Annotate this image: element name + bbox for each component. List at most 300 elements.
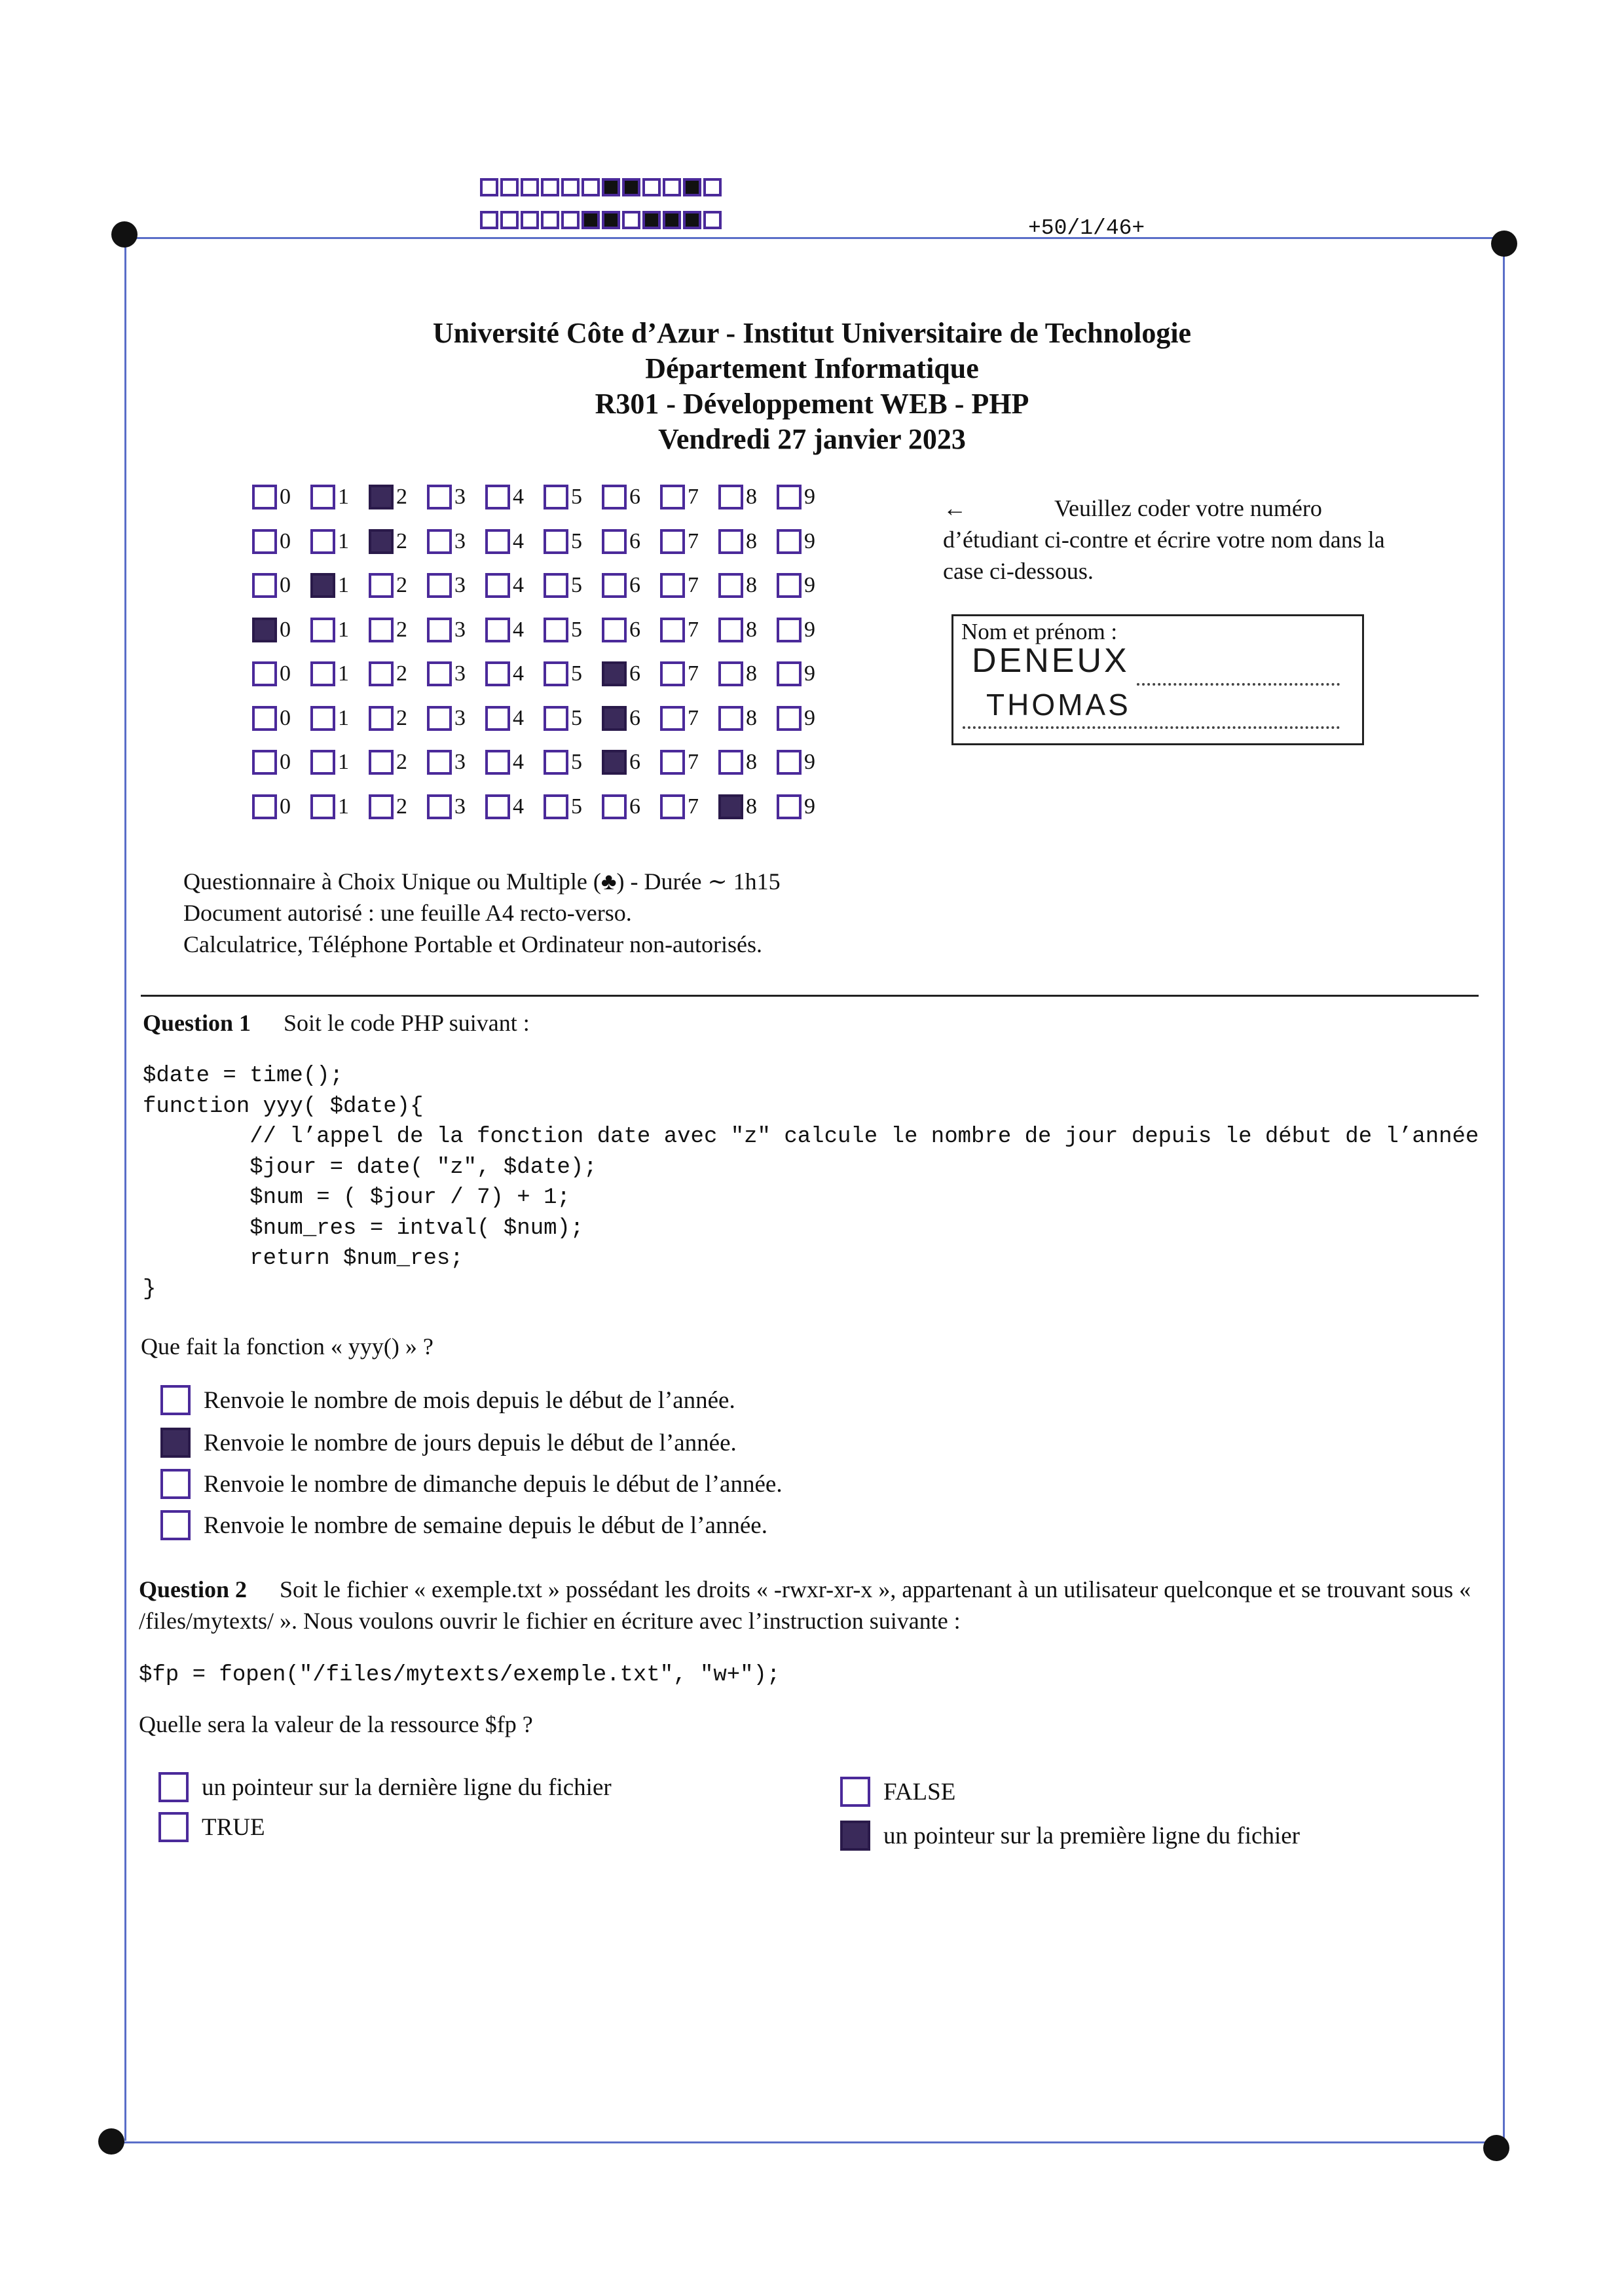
student-id-digit-label: 0 [280,573,291,597]
student-id-digit-option[interactable] [485,750,544,775]
q1-answer-4-text: Renvoie le nombre de semaine depuis le début de l’année. [204,1511,767,1539]
frame-top [124,237,1506,239]
handwritten-first-name: THOMAS [986,688,1131,722]
student-id-digit-label: 2 [396,705,407,730]
student-id-digit-label: 6 [629,750,640,774]
barcode-bottom-cell [683,211,701,229]
student-id-digit-option[interactable] [602,750,660,775]
student-id-checkbox[interactable] [369,573,394,598]
student-id-checkbox[interactable] [602,750,627,775]
student-id-digit-label: 9 [804,661,815,686]
student-id-digit-option[interactable] [252,485,310,509]
student-id-digit-label: 3 [454,794,466,819]
student-id-checkbox[interactable] [485,573,510,598]
q2-label: Question 2 [139,1576,248,1602]
id-instructions [943,492,1388,587]
student-id-digit-label: 0 [280,485,291,509]
student-id-digit-option[interactable] [427,706,485,731]
student-id-digit-option[interactable] [310,485,369,509]
exam-info [183,866,781,960]
student-id-checkbox[interactable] [310,529,335,554]
student-id-digit-option[interactable] [252,661,310,686]
student-id-checkbox[interactable] [602,661,627,686]
student-id-checkbox[interactable] [369,485,394,509]
student-id-checkbox[interactable] [660,618,685,642]
student-id-digit-option[interactable] [718,706,777,731]
student-id-checkbox[interactable] [544,750,568,775]
student-id-digit-label: 2 [396,794,407,819]
barcode-top-cell [602,178,620,196]
student-id-checkbox[interactable] [369,661,394,686]
student-id-checkbox[interactable] [544,706,568,731]
student-id-checkbox[interactable] [777,573,802,598]
student-id-digit-option[interactable] [660,661,718,686]
q2-answer-4[interactable] [840,1821,1300,1851]
student-id-digit-label: 5 [571,661,582,686]
q2-question: Quelle sera la valeur de la ressource $fp ? [139,1711,533,1737]
student-id-digit-option[interactable] [485,573,544,598]
barcode-bottom [480,211,724,229]
student-id-digit-option[interactable] [544,529,602,554]
student-id-checkbox[interactable] [369,706,394,731]
student-id-digit-label: 9 [804,485,815,509]
q2-answer-1-checkbox[interactable] [158,1772,189,1802]
student-id-checkbox[interactable] [252,750,277,775]
barcode-top-cell [500,178,519,196]
exam-info-devices: Calculatrice, Téléphone Portable et Ordinateur non-autorisés. [183,931,763,957]
barcode-bottom-cell [480,211,498,229]
student-id-digit-option[interactable] [544,706,602,731]
q1-answer-4[interactable] [160,1510,767,1540]
student-id-digit-label: 1 [338,661,349,686]
student-id-digit-label: 2 [396,661,407,686]
student-id-checkbox[interactable] [427,750,452,775]
student-id-checkbox[interactable] [602,485,627,509]
student-id-digit-option[interactable] [544,661,602,686]
student-id-digit-label: 3 [454,661,466,686]
student-id-digit-label: 5 [571,794,582,819]
barcode-top-cell [541,178,559,196]
student-id-digit-option[interactable] [369,618,427,642]
registration-mark-bottom-right [1483,2135,1509,2161]
student-id-digit-label: 2 [396,528,407,553]
student-id-digit-label: 3 [454,750,466,774]
student-id-checkbox[interactable] [544,485,568,509]
student-id-checkbox[interactable] [660,794,685,819]
student-id-digit-option[interactable] [660,794,718,819]
student-id-digit-label: 9 [804,794,815,819]
student-id-checkbox[interactable] [602,573,627,598]
header-department: Département Informatique [645,352,979,384]
student-id-digit-option[interactable] [718,485,777,509]
student-id-checkbox[interactable] [602,618,627,642]
student-id-checkbox[interactable] [427,573,452,598]
student-id-digit-option[interactable] [777,485,835,509]
barcode-bottom-cell [581,211,600,229]
barcode-top-cell [480,178,498,196]
student-id-checkbox[interactable] [427,794,452,819]
student-id-digit-label: 6 [629,528,640,553]
student-id-checkbox[interactable] [310,750,335,775]
q1-answer-3[interactable] [160,1469,783,1499]
student-id-digit-label: 4 [513,573,524,597]
student-id-digit-option[interactable] [310,706,369,731]
student-id-digit-option[interactable] [660,529,718,554]
student-id-digit-label: 6 [629,485,640,509]
student-id-digit-option[interactable] [369,529,427,554]
student-id-checkbox[interactable] [544,618,568,642]
q2-code: $fp = fopen("/files/mytexts/exemple.txt", "w+"); [139,1663,781,1688]
q1-answer-4-checkbox[interactable] [160,1510,191,1540]
student-id-digit-option[interactable] [369,573,427,598]
student-id-digit-label: 9 [804,573,815,597]
student-id-row [252,573,835,618]
q2-answer-2-text: TRUE [202,1813,265,1841]
student-id-digit-label: 4 [513,794,524,819]
student-id-checkbox[interactable] [660,750,685,775]
student-id-digit-label: 2 [396,573,407,597]
student-id-digit-option[interactable] [427,485,485,509]
q1-answer-2[interactable] [160,1428,737,1458]
q1-intro: Soit le code PHP suivant : [284,1010,530,1036]
student-id-digit-option[interactable] [718,750,777,775]
student-id-checkbox[interactable] [427,529,452,554]
student-id-checkbox[interactable] [660,706,685,731]
student-id-checkbox[interactable] [252,706,277,731]
student-id-digit-label: 4 [513,661,524,686]
exam-info-format: Questionnaire à Choix Unique ou Multiple (♣) - Durée ∼ 1h15 [183,868,781,895]
student-id-digit-option[interactable] [252,529,310,554]
student-id-checkbox[interactable] [252,573,277,598]
q1-answer-3-checkbox[interactable] [160,1469,191,1499]
student-id-digit-option[interactable] [660,485,718,509]
student-id-digit-label: 3 [454,617,466,642]
barcode-bottom-cell [642,211,661,229]
student-id-digit-label: 7 [688,528,699,553]
section-divider [141,995,1479,997]
q1-code-block: $date = time(); function yyy( $date){ // l’appel de la fonction date avec "z" calcule le nombre de jour depuis le début de l’année $jour = date( "z", $date); $num = ( $jour / 7) + 1; $num_res = intval( $num); return $num_res; } [143,1064,1479,1302]
student-id-checkbox[interactable] [310,706,335,731]
student-id-digit-option[interactable] [252,750,310,775]
instructions-text: Veuillez coder votre numéro d’étudiant ci-contre et écrire votre nom dans la case ci-dessous. [943,495,1385,584]
student-id-digit-option[interactable] [485,529,544,554]
student-id-checkbox[interactable] [427,706,452,731]
student-id-checkbox[interactable] [310,618,335,642]
student-id-digit-option[interactable] [310,794,369,819]
student-id-digit-option[interactable] [602,529,660,554]
student-id-digit-option[interactable] [427,661,485,686]
student-id-digit-label: 4 [513,485,524,509]
student-id-digit-label: 8 [746,661,757,686]
student-id-digit-option[interactable] [660,573,718,598]
student-id-checkbox[interactable] [718,706,743,731]
student-id-digit-label: 2 [396,485,407,509]
student-id-digit-option[interactable] [485,618,544,642]
student-id-digit-label: 8 [746,573,757,597]
student-id-checkbox[interactable] [485,485,510,509]
barcode-bottom-cell [602,211,620,229]
q1-question: Que fait la fonction « yyy() » ? [141,1333,434,1360]
student-id-checkbox[interactable] [310,485,335,509]
q2-answer-2[interactable] [158,1812,265,1842]
document-header [0,316,1624,457]
student-id-digit-option[interactable] [369,485,427,509]
q1-answer-1-checkbox[interactable] [160,1385,191,1415]
student-id-digit-label: 5 [571,528,582,553]
student-id-digit-label: 7 [688,485,699,509]
student-id-digit-label: 7 [688,661,699,686]
student-id-checkbox[interactable] [660,529,685,554]
q2-heading [139,1574,1481,1637]
student-id-checkbox[interactable] [777,706,802,731]
student-id-digit-option[interactable] [777,794,835,819]
student-id-digit-label: 0 [280,617,291,642]
student-id-grid [252,485,835,838]
student-id-checkbox[interactable] [427,661,452,686]
student-id-checkbox[interactable] [718,573,743,598]
frame-left [124,237,126,2141]
student-id-checkbox[interactable] [777,661,802,686]
student-id-digit-option[interactable] [427,794,485,819]
student-id-digit-label: 1 [338,573,349,597]
student-id-digit-option[interactable] [777,706,835,731]
student-id-digit-option[interactable] [602,706,660,731]
student-id-digit-option[interactable] [602,661,660,686]
student-id-digit-label: 1 [338,485,349,509]
q1-answer-2-checkbox[interactable] [160,1428,191,1458]
q2-answer-4-checkbox[interactable] [840,1821,870,1851]
student-id-digit-label: 6 [629,705,640,730]
student-id-digit-label: 1 [338,528,349,553]
student-id-checkbox[interactable] [485,529,510,554]
student-id-digit-label: 8 [746,705,757,730]
student-id-digit-option[interactable] [660,750,718,775]
student-id-checkbox[interactable] [718,794,743,819]
student-id-digit-option[interactable] [602,485,660,509]
barcode-bottom-cell [561,211,580,229]
student-id-digit-option[interactable] [369,706,427,731]
student-id-digit-option[interactable] [485,485,544,509]
student-id-checkbox[interactable] [544,529,568,554]
student-id-digit-label: 5 [571,705,582,730]
student-id-row [252,618,835,662]
student-id-checkbox[interactable] [544,573,568,598]
student-id-row [252,529,835,574]
student-id-digit-option[interactable] [544,750,602,775]
student-id-digit-option[interactable] [310,750,369,775]
student-id-checkbox[interactable] [485,618,510,642]
left-arrow-icon: ← [943,495,967,521]
student-id-digit-option[interactable] [777,750,835,775]
q2-answer-1-text: un pointeur sur la dernière ligne du fichier [202,1773,612,1801]
student-id-digit-option[interactable] [544,573,602,598]
student-id-digit-option[interactable] [369,794,427,819]
name-dotted-line-2 [963,726,1340,729]
student-id-digit-label: 4 [513,750,524,774]
student-id-checkbox[interactable] [252,661,277,686]
q2-answer-3[interactable] [840,1777,955,1807]
student-id-digit-option[interactable] [485,661,544,686]
student-id-digit-option[interactable] [544,794,602,819]
q2-answer-3-checkbox[interactable] [840,1777,870,1807]
student-id-digit-option[interactable] [777,573,835,598]
student-id-digit-label: 7 [688,573,699,597]
student-id-digit-label: 0 [280,661,291,686]
student-id-checkbox[interactable] [544,794,568,819]
name-box[interactable] [951,614,1364,745]
student-id-digit-option[interactable] [310,661,369,686]
student-id-checkbox[interactable] [427,618,452,642]
student-id-checkbox[interactable] [602,706,627,731]
student-id-digit-option[interactable] [427,750,485,775]
q2-answer-1[interactable] [158,1772,612,1802]
barcode-bottom-cell [500,211,519,229]
student-id-digit-label: 5 [571,750,582,774]
student-id-checkbox[interactable] [718,529,743,554]
student-id-checkbox[interactable] [602,794,627,819]
student-id-digit-label: 5 [571,573,582,597]
barcode-top-cell [683,178,701,196]
student-id-checkbox[interactable] [602,529,627,554]
student-id-checkbox[interactable] [777,794,802,819]
student-id-digit-option[interactable] [310,573,369,598]
student-id-digit-label: 4 [513,705,524,730]
student-id-checkbox[interactable] [485,661,510,686]
student-id-digit-option[interactable] [718,529,777,554]
student-id-checkbox[interactable] [369,618,394,642]
student-id-checkbox[interactable] [777,618,802,642]
student-id-digit-option[interactable] [718,573,777,598]
student-id-checkbox[interactable] [252,794,277,819]
student-id-digit-option[interactable] [427,618,485,642]
student-id-digit-option[interactable] [544,618,602,642]
student-id-digit-option[interactable] [252,794,310,819]
page-id: +50/1/46+ [1028,216,1145,240]
student-id-digit-option[interactable] [310,618,369,642]
student-id-digit-option[interactable] [602,573,660,598]
student-id-digit-option[interactable] [427,573,485,598]
q1-answer-1[interactable] [160,1385,735,1415]
student-id-digit-option[interactable] [602,618,660,642]
student-id-digit-label: 6 [629,573,640,597]
student-id-checkbox[interactable] [544,661,568,686]
student-id-digit-option[interactable] [427,529,485,554]
student-id-digit-option[interactable] [369,750,427,775]
header-university: Université Côte d’Azur - Institut Universitaire de Technologie [432,317,1192,349]
q1-label: Question 1 [143,1010,251,1036]
student-id-digit-option[interactable] [777,529,835,554]
student-id-digit-label: 7 [688,617,699,642]
student-id-digit-option[interactable] [777,618,835,642]
student-id-digit-option[interactable] [718,618,777,642]
header-date: Vendredi 27 janvier 2023 [658,423,966,455]
student-id-digit-label: 0 [280,750,291,774]
student-id-checkbox[interactable] [660,573,685,598]
name-box-label: Nom et prénom : [961,619,1118,644]
student-id-digit-option[interactable] [544,485,602,509]
q2-intro: Soit le fichier « exemple.txt » possédant les droits « -rwxr-xr-x », appartenant à un utilisateur quelconque et se trouvant sous « /files/mytexts/ ». Nous voulons ouvrir le fichier en écriture avec l’instruction suivante : [139,1576,1471,1634]
student-id-digit-label: 5 [571,617,582,642]
student-id-checkbox[interactable] [310,661,335,686]
student-id-checkbox[interactable] [485,750,510,775]
handwritten-last-name: DENEUX [972,642,1130,680]
barcode-top-cell [521,178,539,196]
student-id-digit-label: 3 [454,705,466,730]
student-id-checkbox[interactable] [660,485,685,509]
registration-mark-top-right [1491,231,1517,257]
student-id-checkbox[interactable] [369,794,394,819]
student-id-digit-option[interactable] [660,706,718,731]
student-id-digit-label: 8 [746,794,757,819]
student-id-digit-label: 3 [454,573,466,597]
student-id-checkbox[interactable] [369,529,394,554]
student-id-checkbox[interactable] [777,529,802,554]
student-id-checkbox[interactable] [485,706,510,731]
q2-answer-2-checkbox[interactable] [158,1812,189,1842]
student-id-digit-option[interactable] [602,794,660,819]
student-id-digit-label: 6 [629,794,640,819]
student-id-checkbox[interactable] [310,573,335,598]
student-id-digit-option[interactable] [252,706,310,731]
student-id-digit-option[interactable] [660,618,718,642]
student-id-digit-option[interactable] [485,794,544,819]
student-id-checkbox[interactable] [777,750,802,775]
student-id-digit-label: 5 [571,485,582,509]
student-id-digit-option[interactable] [310,529,369,554]
student-id-digit-label: 6 [629,661,640,686]
student-id-digit-option[interactable] [369,661,427,686]
student-id-digit-label: 7 [688,750,699,774]
barcode-bottom-cell [521,211,539,229]
student-id-digit-option[interactable] [777,661,835,686]
exam-info-documents: Document autorisé : une feuille A4 recto-verso. [183,900,632,926]
student-id-checkbox[interactable] [369,750,394,775]
student-id-digit-label: 8 [746,617,757,642]
student-id-digit-option[interactable] [718,794,777,819]
student-id-digit-label: 1 [338,750,349,774]
student-id-checkbox[interactable] [427,485,452,509]
student-id-digit-option[interactable] [252,618,310,642]
student-id-checkbox[interactable] [485,794,510,819]
student-id-digit-option[interactable] [718,661,777,686]
barcode-bottom-cell [622,211,640,229]
student-id-checkbox[interactable] [777,485,802,509]
barcode-top-cell [622,178,640,196]
student-id-checkbox[interactable] [718,750,743,775]
student-id-checkbox[interactable] [252,485,277,509]
barcode-bottom-cell [663,211,681,229]
frame-right [1503,242,1505,2141]
student-id-digit-option[interactable] [485,706,544,731]
student-id-checkbox[interactable] [718,661,743,686]
student-id-digit-option[interactable] [252,573,310,598]
student-id-checkbox[interactable] [252,529,277,554]
student-id-digit-label: 4 [513,617,524,642]
student-id-checkbox[interactable] [310,794,335,819]
q1-heading [143,1007,530,1039]
student-id-checkbox[interactable] [718,618,743,642]
student-id-row [252,794,835,839]
q2-answer-3-text: FALSE [883,1778,956,1805]
student-id-digit-label: 9 [804,750,815,774]
barcode-top-cell [703,178,722,196]
student-id-digit-label: 3 [454,485,466,509]
student-id-checkbox[interactable] [660,661,685,686]
student-id-row [252,485,835,529]
student-id-checkbox[interactable] [718,485,743,509]
q1-answer-2-text: Renvoie le nombre de jours depuis le début de l’année. [204,1429,737,1456]
student-id-checkbox[interactable] [252,618,277,642]
